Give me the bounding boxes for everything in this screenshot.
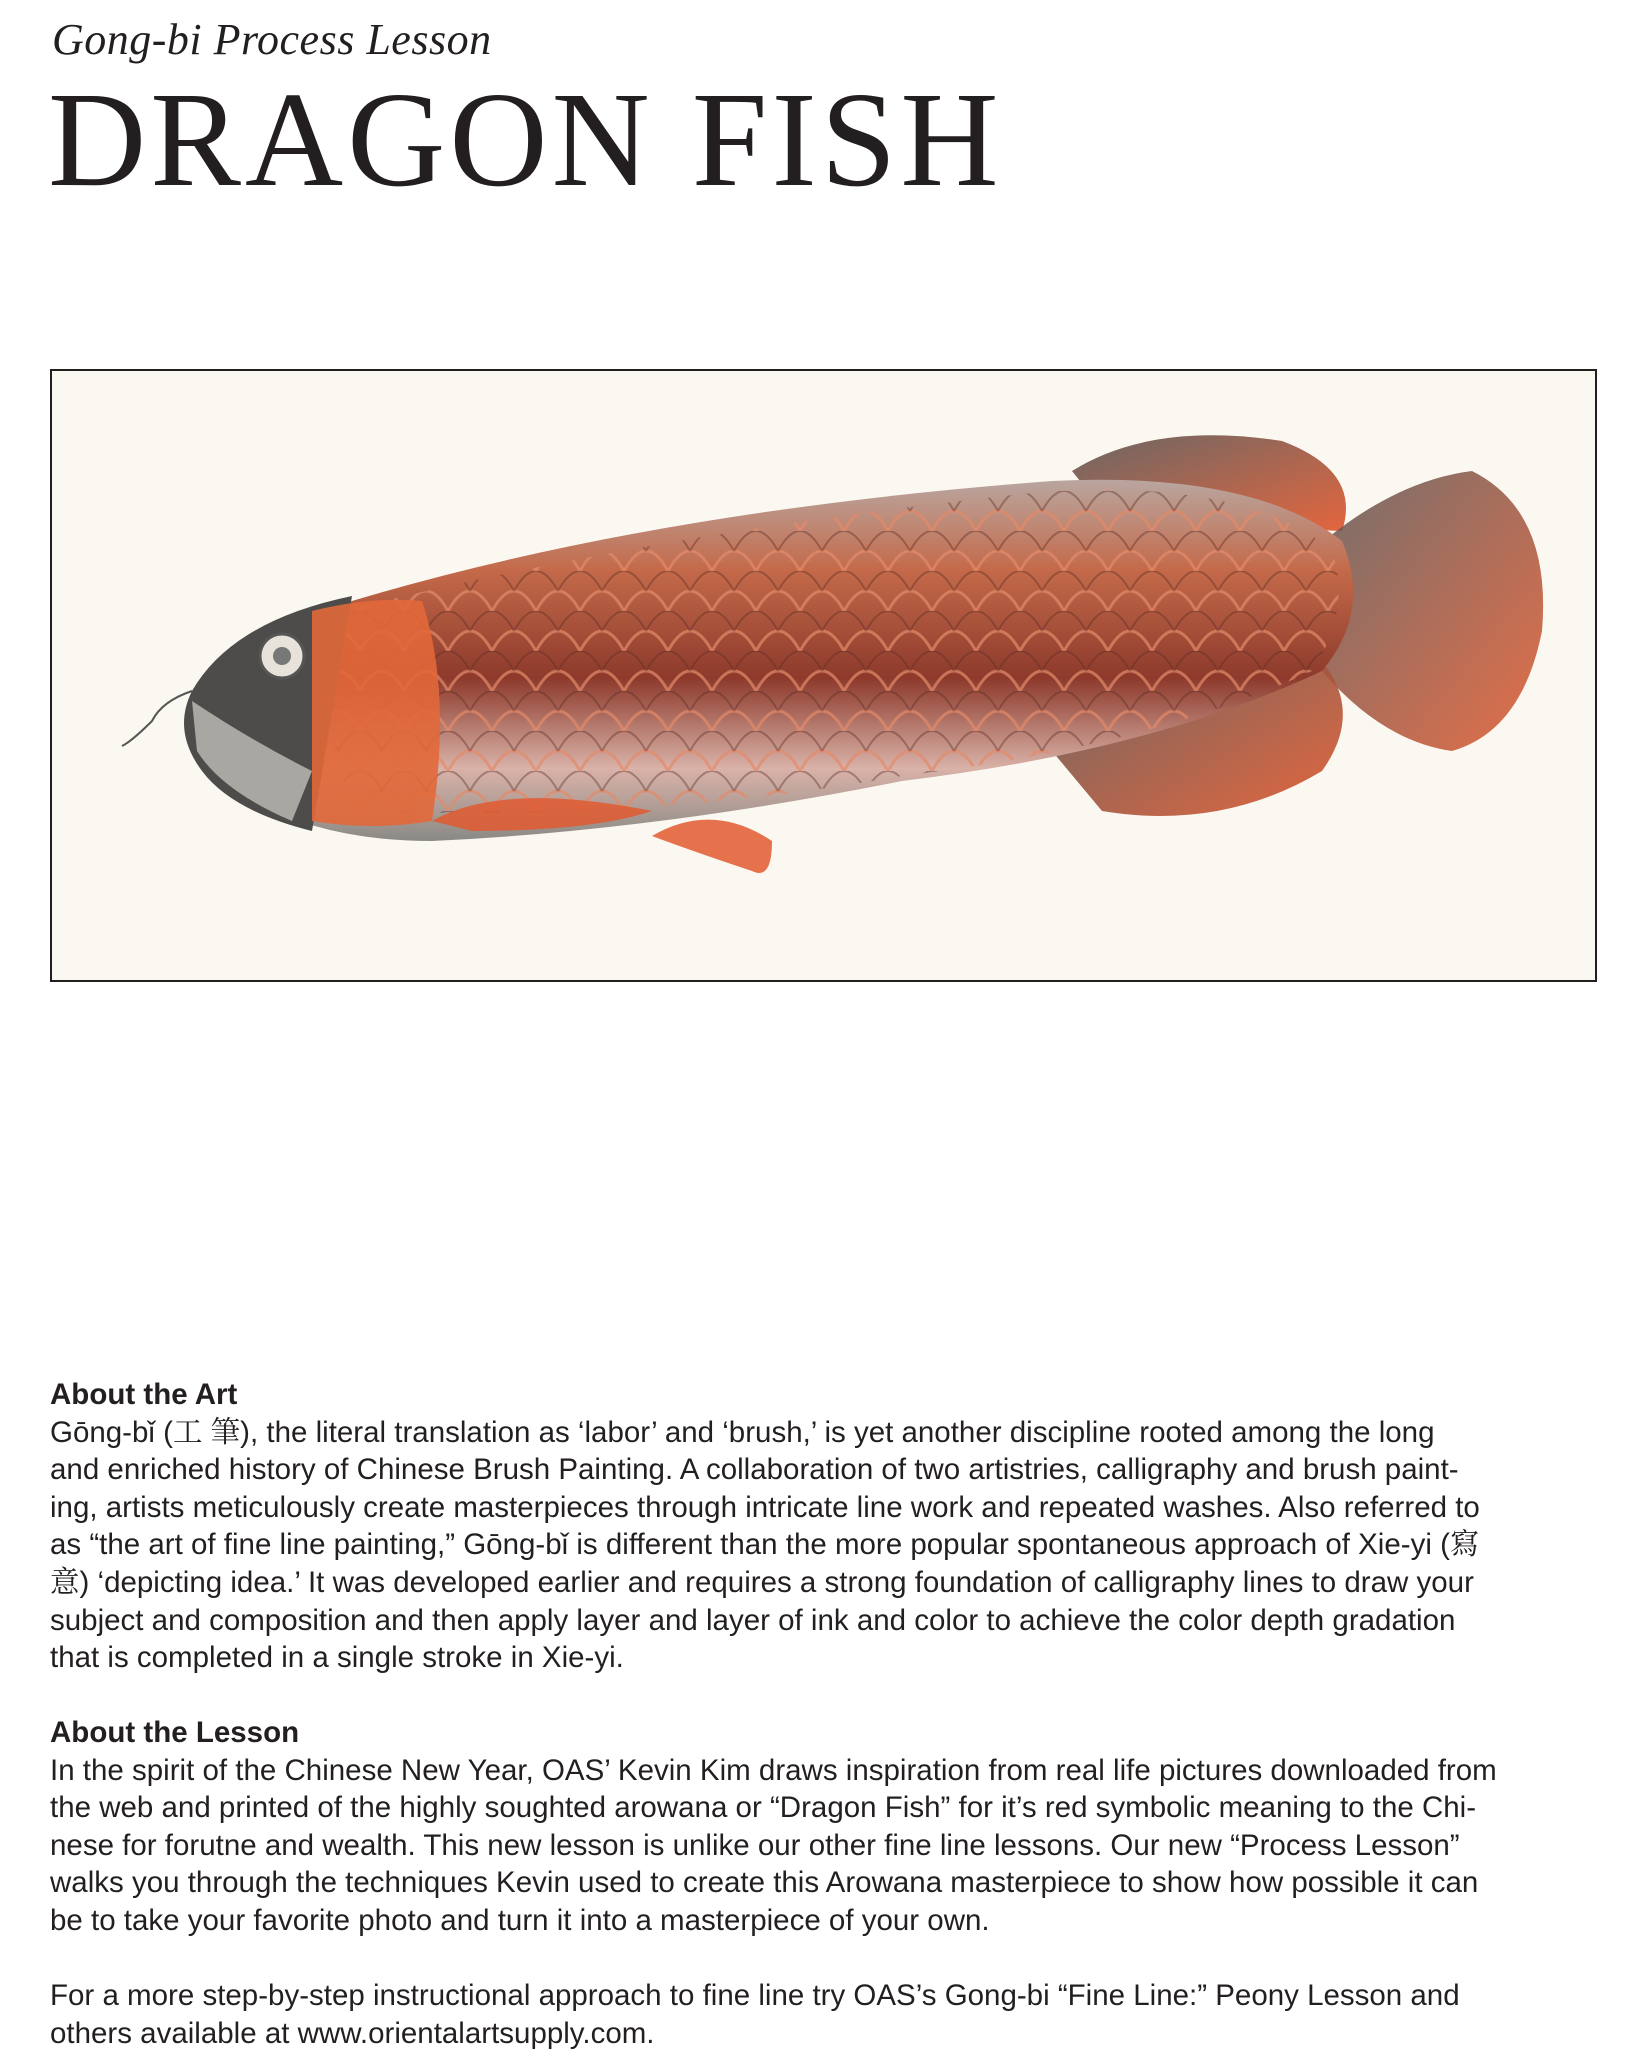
about-art-line: that is completed in a single stroke in Xie-yi. [50, 1641, 624, 1675]
page-title: DRAGON FISH [48, 65, 1003, 215]
about-art-line: ing, artists meticulously create masterpieces through intricate line work and repeated washes. Also referred to [50, 1490, 1480, 1524]
dragon-fish-painting [50, 369, 1597, 982]
more-info-line: others available at www.orientalartsupply.com. [50, 2016, 655, 2050]
about-lesson-line: walks you through the techniques Kevin used to create this Arowana masterpiece to show how possible it can [50, 1866, 1479, 1900]
about-lesson-line: In the spirit of the Chinese New Year, OAS’ Kevin Kim draws inspiration from real life pictures downloaded from [50, 1753, 1497, 1787]
about-the-art-section [50, 1376, 1480, 1677]
about-art-line: Gōng-bǐ (工 筆), the literal translation as ‘labor’ and ‘brush,’ is yet another discipline rooted among the long [50, 1415, 1435, 1449]
more-info-line: For a more step-by-step instructional approach to fine line try OAS’s Gong-bi “Fine Line:” Peony Lesson and [50, 1979, 1460, 2012]
fish-illustration [52, 371, 1595, 980]
about-art-line: and enriched history of Chinese Brush Painting. A collaboration of two artistries, calligraphy and brush paint- [50, 1453, 1459, 1487]
pelvic-fin [652, 820, 772, 873]
lesson-subtitle: Gong-bi Process Lesson [52, 15, 492, 64]
about-lesson-line: the web and printed of the highly soughted arowana or “Dragon Fish” for it’s red symbolic meaning to the Chi- [50, 1791, 1477, 1825]
about-art-line: subject and composition and then apply layer and layer of ink and color to achieve the color depth gradation [50, 1603, 1456, 1637]
about-lesson-line: be to take your favorite photo and turn it into a masterpiece of your own. [50, 1903, 990, 1937]
about-art-line: 意) ‘depicting idea.’ It was developed earlier and requires a strong foundation of calligraphy lines to draw your [50, 1565, 1474, 1599]
about-the-lesson-section [50, 1714, 1497, 1940]
about-art-line: as “the art of fine line painting,” Gōng-bǐ is different than the more popular spontaneous approach of Xie-yi (寫 [50, 1528, 1480, 1562]
about-the-art-heading: About the Art [50, 1378, 238, 1411]
more-info-section [50, 1977, 1460, 2052]
about-the-lesson-heading: About the Lesson [50, 1716, 300, 1749]
about-lesson-line: nese for forutne and wealth. This new lesson is unlike our other fine line lessons. Our new “Process Lesson” [50, 1828, 1460, 1862]
